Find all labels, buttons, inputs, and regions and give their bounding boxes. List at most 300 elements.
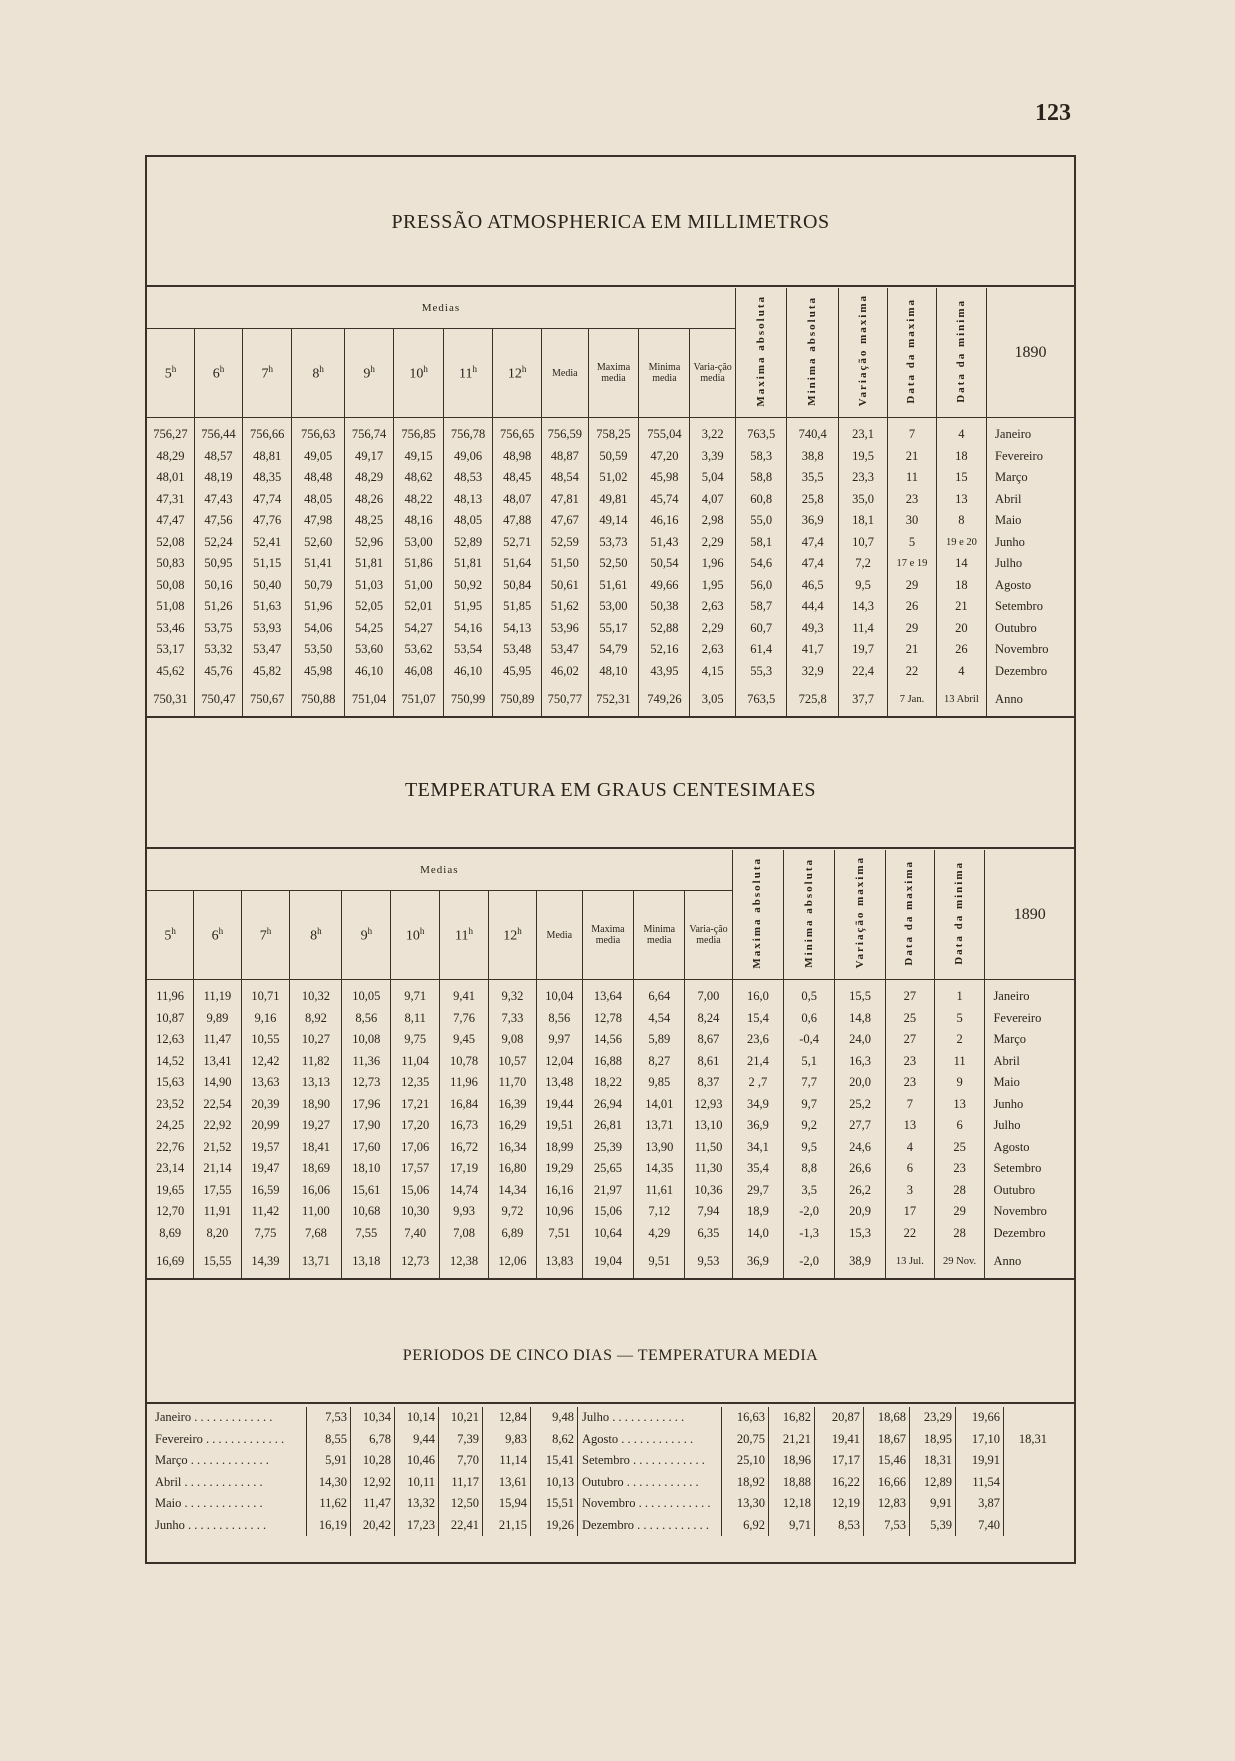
table-cell: 47,4 <box>787 553 839 575</box>
table-cell: 19,5 <box>838 446 887 468</box>
table-cell: 1,96 <box>690 553 735 575</box>
table-cell: 48,07 <box>493 489 542 511</box>
table-cell: 17,96 <box>342 1094 391 1116</box>
table-cell: 52,16 <box>639 639 690 661</box>
annual-cell: Anno <box>987 682 1074 717</box>
table-cell: 54,25 <box>344 618 393 640</box>
period-month: Outubro . . . . . . . . . . . . <box>578 1472 722 1494</box>
table-cell: 51,95 <box>443 596 492 618</box>
periods-table <box>147 1407 1050 1536</box>
table-row <box>147 1115 1074 1137</box>
hour-unit: h <box>319 363 324 374</box>
period-value: 19,26 <box>531 1515 578 1537</box>
minima-absoluta-header-text: Minima absoluta <box>802 857 815 968</box>
table-cell: 48,62 <box>394 467 443 489</box>
annual-cell: -2,0 <box>784 1244 835 1279</box>
pressure-table <box>147 288 1074 718</box>
table-cell: 46,10 <box>443 661 492 683</box>
table-cell: Setembro <box>985 1158 1074 1180</box>
hour-header: 6$^h$ <box>194 329 242 418</box>
table-cell: 16,59 <box>241 1180 290 1202</box>
hour-header: 11$^h$ <box>443 329 492 418</box>
table-cell: 53,00 <box>394 532 443 554</box>
table-cell: 34,9 <box>732 1094 784 1116</box>
period-value: 12,92 <box>351 1472 395 1494</box>
table-cell: 48,35 <box>242 467 291 489</box>
table-cell: -0,4 <box>784 1029 835 1051</box>
period-value: 16,66 <box>864 1472 910 1494</box>
table-cell: Junho <box>987 532 1074 554</box>
table-cell: 46,08 <box>394 661 443 683</box>
table-cell: 50,54 <box>639 553 690 575</box>
table-cell: 53,50 <box>292 639 344 661</box>
table-cell: 24,6 <box>835 1137 886 1159</box>
table-cell: 11,42 <box>241 1201 290 1223</box>
minima-absoluta-header <box>787 288 839 418</box>
table-cell: 38,8 <box>787 446 839 468</box>
table-cell: 50,08 <box>156 577 185 592</box>
period-value: 13,30 <box>722 1493 769 1515</box>
period-month: Fevereiro . . . . . . . . . . . . . <box>155 1431 285 1446</box>
table-cell: 48,57 <box>194 446 242 468</box>
table-cell: 23 <box>885 1072 934 1094</box>
table-cell: 19,7 <box>838 639 887 661</box>
table-cell: 53,73 <box>588 532 639 554</box>
table-cell: 10,04 <box>536 980 582 1008</box>
table-cell: 14,52 <box>156 1053 185 1068</box>
table-cell: 51,41 <box>292 553 344 575</box>
table-cell: 8,67 <box>685 1029 732 1051</box>
table-cell: 47,56 <box>194 510 242 532</box>
period-value: 15,46 <box>864 1450 910 1472</box>
table-cell: 6,64 <box>634 980 685 1008</box>
table-cell: 25,8 <box>787 489 839 511</box>
table-cell: 2 ,7 <box>732 1072 784 1094</box>
table-cell: 10,27 <box>290 1029 342 1051</box>
period-value: 13,61 <box>483 1472 531 1494</box>
period-value: 9,71 <box>769 1515 815 1537</box>
data-minima-header <box>934 850 985 980</box>
table-cell: 13,64 <box>582 980 634 1008</box>
medias-label: Medias <box>147 850 732 891</box>
table-cell: 60,8 <box>735 489 787 511</box>
table-cell: 47,4 <box>787 532 839 554</box>
table-cell: 8,92 <box>290 1008 342 1030</box>
table-cell: 47,88 <box>493 510 542 532</box>
period-month: Julho . . . . . . . . . . . . <box>578 1407 722 1429</box>
table-cell: 58,8 <box>735 467 787 489</box>
table-row <box>147 1158 1074 1180</box>
table-cell: 58,3 <box>735 446 787 468</box>
annual-cell: 13,18 <box>342 1244 391 1279</box>
hour-unit: h <box>521 363 527 374</box>
table-row <box>147 446 1074 468</box>
table-cell: Abril <box>987 489 1074 511</box>
period-value: 12,50 <box>439 1493 483 1515</box>
annual-cell: 15,55 <box>194 1244 241 1279</box>
table-cell: 52,59 <box>542 532 589 554</box>
table-cell: 12,42 <box>241 1051 290 1073</box>
table-cell: 17,06 <box>391 1137 440 1159</box>
table-cell: 49,66 <box>639 575 690 597</box>
period-value <box>1004 1472 1051 1494</box>
table-cell: 16,80 <box>488 1158 536 1180</box>
period-value: 7,53 <box>864 1515 910 1537</box>
table-cell: 16,39 <box>488 1094 536 1116</box>
table-cell: 21,4 <box>732 1051 784 1073</box>
table-cell: 15,06 <box>582 1201 634 1223</box>
table-cell: 26 <box>936 639 986 661</box>
table-cell: 8 <box>936 510 986 532</box>
table-cell: 6,89 <box>488 1223 536 1245</box>
table-cell: 53,47 <box>542 639 589 661</box>
table-cell: 8,69 <box>159 1225 182 1240</box>
table-cell: 21 <box>936 596 986 618</box>
table-cell: 5,89 <box>634 1029 685 1051</box>
annual-cell: 750,99 <box>443 682 492 717</box>
annual-cell: 13,83 <box>536 1244 582 1279</box>
period-value: 17,10 <box>956 1429 1004 1451</box>
table-cell: 21,52 <box>194 1137 241 1159</box>
table-cell: 18,69 <box>290 1158 342 1180</box>
hour-header: 11$^h$ <box>440 891 489 980</box>
table-cell: Abril <box>985 1051 1074 1073</box>
period-row <box>147 1450 1050 1472</box>
table-cell: 9,89 <box>194 1008 241 1030</box>
table-cell: 48,29 <box>156 448 185 463</box>
table-cell: 11,91 <box>194 1201 241 1223</box>
table-cell: 24,0 <box>835 1029 886 1051</box>
table-cell: -1,3 <box>784 1223 835 1245</box>
period-value: 25,10 <box>722 1450 769 1472</box>
period-value: 3,87 <box>956 1493 1004 1515</box>
table-cell: 10,64 <box>582 1223 634 1245</box>
period-value: 12,83 <box>864 1493 910 1515</box>
maxima-absoluta-header <box>735 288 787 418</box>
period-value: 10,21 <box>439 1407 483 1429</box>
table-cell: 10,68 <box>342 1201 391 1223</box>
table-cell: 13 <box>936 489 986 511</box>
table-cell: Março <box>985 1029 1074 1051</box>
annual-cell: 3,05 <box>690 682 735 717</box>
table-cell: 49,05 <box>292 446 344 468</box>
table-cell: 44,4 <box>787 596 839 618</box>
period-value: 10,34 <box>351 1407 395 1429</box>
table-cell: 52,88 <box>639 618 690 640</box>
hour-header: 12$^h$ <box>488 891 536 980</box>
table-cell: 25,2 <box>835 1094 886 1116</box>
year-header: 1890 <box>985 850 1074 980</box>
annual-cell: 725,8 <box>787 682 839 717</box>
table-cell: 14,35 <box>634 1158 685 1180</box>
table-cell: 14,56 <box>582 1029 634 1051</box>
table-cell: 13 <box>934 1094 985 1116</box>
table-cell: 11 <box>934 1051 985 1073</box>
period-value: 19,91 <box>956 1450 1004 1472</box>
table-cell: 14,90 <box>194 1072 241 1094</box>
period-value: 16,22 <box>815 1472 864 1494</box>
table-row <box>147 661 1074 683</box>
table-cell: 48,01 <box>156 470 185 485</box>
table-cell: 756,74 <box>344 418 393 446</box>
table-cell: 52,96 <box>344 532 393 554</box>
period-month: Junho . . . . . . . . . . . . . <box>155 1517 267 1532</box>
table-cell: 7,76 <box>440 1008 489 1030</box>
period-value: 18,96 <box>769 1450 815 1472</box>
table-cell: 26,2 <box>835 1180 886 1202</box>
period-value: 11,14 <box>483 1450 531 1472</box>
table-cell: 53,47 <box>242 639 291 661</box>
rule <box>147 1402 1074 1404</box>
table-row <box>147 510 1074 532</box>
table-cell: 22 <box>885 1223 934 1245</box>
table-cell: 48,81 <box>242 446 291 468</box>
annual-cell: 13,71 <box>290 1244 342 1279</box>
data-minima-header-text: Data da minima <box>954 298 967 403</box>
table-cell: 8,27 <box>634 1051 685 1073</box>
table-cell: Dezembro <box>985 1223 1074 1245</box>
table-cell: 2,98 <box>690 510 735 532</box>
table-cell: 49,06 <box>443 446 492 468</box>
table-cell: 48,19 <box>194 467 242 489</box>
annual-row <box>147 1244 1074 1279</box>
period-value <box>1004 1407 1051 1429</box>
table-cell: 5,04 <box>690 467 735 489</box>
table-cell: 4,54 <box>634 1008 685 1030</box>
period-value: 20,75 <box>722 1429 769 1451</box>
table-cell: 15,61 <box>342 1180 391 1202</box>
table-cell: 23,52 <box>156 1096 185 1111</box>
table-cell: 53,96 <box>542 618 589 640</box>
annual-cell: 750,89 <box>493 682 542 717</box>
table-cell: 9,32 <box>488 980 536 1008</box>
table-cell: 52,08 <box>156 534 185 549</box>
table-cell: 53,62 <box>394 639 443 661</box>
hour-header: 7$^h$ <box>241 891 290 980</box>
annual-cell: 750,31 <box>147 682 194 717</box>
table-cell: 7,2 <box>838 553 887 575</box>
table-cell: 10,96 <box>536 1201 582 1223</box>
table-cell: 740,4 <box>787 418 839 446</box>
period-value: 5,39 <box>910 1515 956 1537</box>
period-value: 12,84 <box>483 1407 531 1429</box>
table-cell: 9,45 <box>440 1029 489 1051</box>
table-row <box>147 532 1074 554</box>
table-cell: 45,95 <box>493 661 542 683</box>
table-row <box>147 553 1074 575</box>
period-row <box>147 1407 1050 1429</box>
table-cell: 14,34 <box>488 1180 536 1202</box>
period-value: 5,91 <box>307 1450 351 1472</box>
table-cell: 48,05 <box>443 510 492 532</box>
table-cell: 9,7 <box>784 1094 835 1116</box>
table-row <box>147 596 1074 618</box>
table-cell: 9,5 <box>784 1137 835 1159</box>
table-cell: 20,9 <box>835 1201 886 1223</box>
table-cell: 756,27 <box>147 418 194 446</box>
table-cell: 17,57 <box>391 1158 440 1180</box>
table-cell: 3,39 <box>690 446 735 468</box>
period-month: Abril . . . . . . . . . . . . . <box>155 1474 263 1489</box>
table-cell: 8,56 <box>342 1008 391 1030</box>
table-cell: 50,38 <box>639 596 690 618</box>
table-cell: 48,54 <box>542 467 589 489</box>
table-cell: 53,32 <box>194 639 242 661</box>
period-value: 7,70 <box>439 1450 483 1472</box>
table-cell: Novembro <box>987 639 1074 661</box>
period-value: 16,19 <box>307 1515 351 1537</box>
hour-unit: h <box>171 925 176 936</box>
table-cell: 8,61 <box>685 1051 732 1073</box>
table-cell: 50,95 <box>194 553 242 575</box>
table-cell: 48,87 <box>542 446 589 468</box>
table-cell: 1,95 <box>690 575 735 597</box>
table-cell: 41,7 <box>787 639 839 661</box>
table-cell: 7,08 <box>440 1223 489 1245</box>
table-cell: 49,17 <box>344 446 393 468</box>
table-cell: 48,22 <box>394 489 443 511</box>
table-cell: 11,96 <box>440 1072 489 1094</box>
table-cell: 19,65 <box>156 1182 185 1197</box>
period-value: 11,47 <box>351 1493 395 1515</box>
table-cell: 34,1 <box>732 1137 784 1159</box>
table-cell: 20 <box>936 618 986 640</box>
table-row <box>147 1008 1074 1030</box>
table-cell: 5 <box>888 532 937 554</box>
table-cell: 55,17 <box>588 618 639 640</box>
annual-row <box>147 682 1074 717</box>
table-cell: 48,16 <box>394 510 443 532</box>
table-cell: 52,60 <box>292 532 344 554</box>
table-cell: 51,61 <box>588 575 639 597</box>
maxima-absoluta-header <box>732 850 784 980</box>
table-cell: 15,63 <box>156 1075 185 1090</box>
table-cell: 23 <box>888 489 937 511</box>
table-cell: 11 <box>888 467 937 489</box>
pressure-title: PRESSÃO ATMOSPHERICA EM MILLIMETROS <box>391 211 830 233</box>
annual-cell: 36,9 <box>732 1244 784 1279</box>
table-cell: 9,16 <box>241 1008 290 1030</box>
table-cell: 45,62 <box>156 663 185 678</box>
minima-media-header: Minima media <box>639 329 690 418</box>
period-month: Agosto . . . . . . . . . . . . <box>578 1429 722 1451</box>
table-cell: 16,29 <box>488 1115 536 1137</box>
table-cell: 26,81 <box>582 1115 634 1137</box>
temperature-title: TEMPERATURA EM GRAUS CENTESIMAES <box>404 779 817 801</box>
period-value: 21,21 <box>769 1429 815 1451</box>
table-cell: 14,8 <box>835 1008 886 1030</box>
table-cell: 756,65 <box>493 418 542 446</box>
table-cell: 17,20 <box>391 1115 440 1137</box>
table-cell: 21 <box>888 446 937 468</box>
table-cell: 29 <box>934 1201 985 1223</box>
table-cell: 12,70 <box>156 1204 185 1219</box>
table-cell: 15,5 <box>835 980 886 1008</box>
table-cell: 22,76 <box>156 1139 185 1154</box>
table-cell: 18,41 <box>290 1137 342 1159</box>
table-cell: 12,63 <box>156 1032 185 1047</box>
period-value: 12,19 <box>815 1493 864 1515</box>
table-cell: 20,0 <box>835 1072 886 1094</box>
period-value: 7,39 <box>439 1429 483 1451</box>
table-cell: 32,9 <box>787 661 839 683</box>
table-cell: 47,47 <box>156 513 185 528</box>
table-cell: 58,7 <box>735 596 787 618</box>
period-value: 23,29 <box>910 1407 956 1429</box>
medias-label: Medias <box>147 288 735 329</box>
table-cell: 51,62 <box>542 596 589 618</box>
period-value: 8,55 <box>307 1429 351 1451</box>
period-value: 11,62 <box>307 1493 351 1515</box>
hour-unit: h <box>266 925 272 936</box>
table-cell: 8,56 <box>536 1008 582 1030</box>
data-minima-header-text: Data da minima <box>953 860 966 965</box>
table-cell: 7,40 <box>391 1223 440 1245</box>
table-cell: 7,7 <box>784 1072 835 1094</box>
hour-header: 10$^h$ <box>391 891 440 980</box>
table-cell: 12,73 <box>342 1072 391 1094</box>
table-cell: 52,71 <box>493 532 542 554</box>
table-cell: 14,3 <box>838 596 887 618</box>
table-cell: Outubro <box>985 1180 1074 1202</box>
table-cell: 18 <box>936 446 986 468</box>
hour-header: 7$^h$ <box>242 329 291 418</box>
table-cell: 13,71 <box>634 1115 685 1137</box>
table-cell: 35,5 <box>787 467 839 489</box>
table-cell: 26 <box>888 596 937 618</box>
table-cell: 10,78 <box>440 1051 489 1073</box>
table-cell: 53,60 <box>344 639 393 661</box>
table-cell: 27 <box>885 980 934 1008</box>
table-cell: 17 e 19 <box>888 553 937 575</box>
period-value: 11,54 <box>956 1472 1004 1494</box>
table-cell: 47,43 <box>194 489 242 511</box>
period-value: 15,41 <box>531 1450 578 1472</box>
table-cell: 45,98 <box>292 661 344 683</box>
table-cell: 9 <box>934 1072 985 1094</box>
table-cell: 18,90 <box>290 1094 342 1116</box>
table-cell: 18,9 <box>732 1201 784 1223</box>
annual-cell: 9,53 <box>685 1244 732 1279</box>
table-cell: 4,15 <box>690 661 735 683</box>
table-cell: 21,14 <box>194 1158 241 1180</box>
table-cell: 15,3 <box>835 1223 886 1245</box>
period-month: Novembro . . . . . . . . . . . . <box>578 1493 722 1515</box>
table-cell: 756,66 <box>242 418 291 446</box>
table-row <box>147 1223 1074 1245</box>
table-cell: 18,1 <box>838 510 887 532</box>
table-cell: 7,75 <box>241 1223 290 1245</box>
table-cell: 1 <box>934 980 985 1008</box>
table-cell: 9,85 <box>634 1072 685 1094</box>
table-cell: 21,97 <box>582 1180 634 1202</box>
period-value: 18,31 <box>910 1450 956 1472</box>
table-cell: 24,25 <box>156 1118 185 1133</box>
table-cell: 11,82 <box>290 1051 342 1073</box>
table-cell: 9,75 <box>391 1029 440 1051</box>
period-row <box>147 1493 1050 1515</box>
table-cell: 50,84 <box>493 575 542 597</box>
table-cell: 48,98 <box>493 446 542 468</box>
period-value: 18,31 <box>1004 1429 1051 1451</box>
period-row <box>147 1515 1050 1537</box>
table-cell: 16,3 <box>835 1051 886 1073</box>
table-cell: 50,59 <box>588 446 639 468</box>
table-cell: 23 <box>934 1158 985 1180</box>
table-cell: 47,31 <box>156 491 185 506</box>
table-cell: 2,63 <box>690 596 735 618</box>
table-cell: 46,10 <box>344 661 393 683</box>
